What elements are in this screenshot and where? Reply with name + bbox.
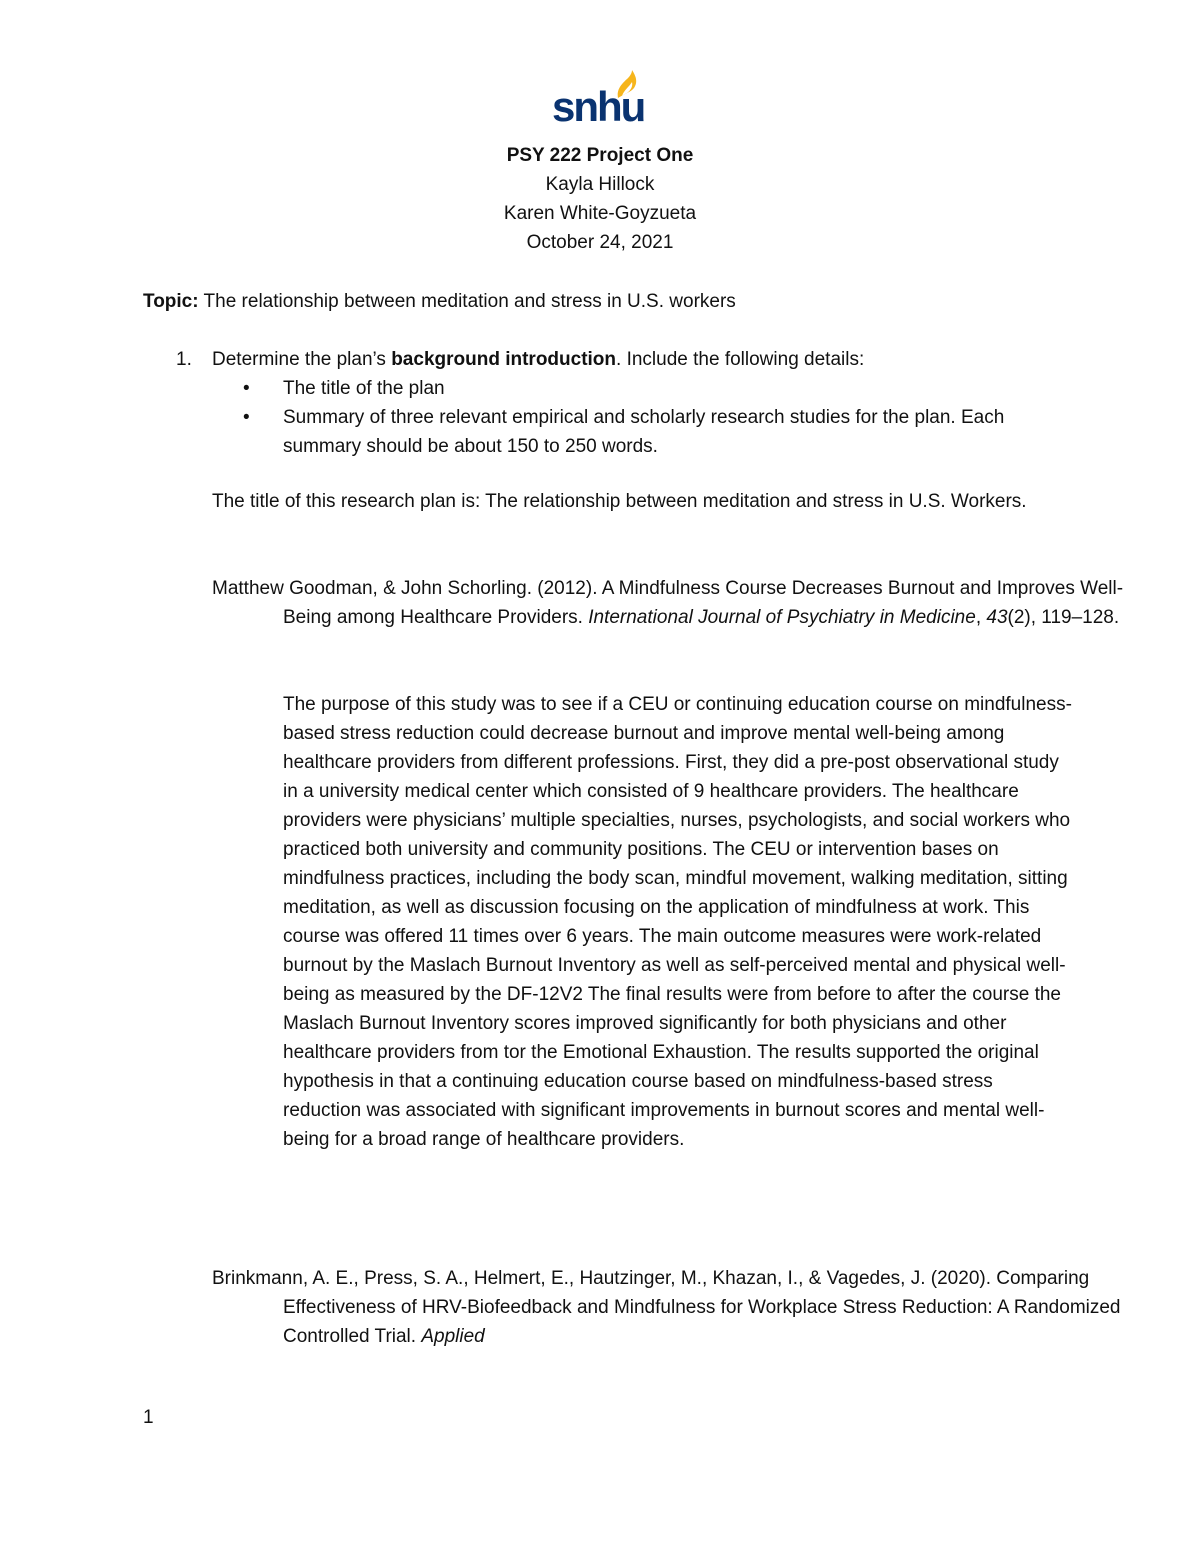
instructor-name: Karen White-Goyzueta <box>503 203 697 224</box>
plan-title-paragraph: The title of this research plan is: The relationship between meditation and stress in U.S. Workers. <box>212 491 1027 512</box>
bullet-icon: • <box>243 407 250 428</box>
bullet-icon: • <box>243 378 250 399</box>
question-number: 1. <box>176 349 192 370</box>
topic-line <box>143 287 1093 316</box>
reference-1 <box>212 574 1143 632</box>
list-item <box>243 374 1083 403</box>
reference-1-text: Matthew Goodman, & John Schorling. (2012). A Mindfulness Course Decreases Burnout and Improves Well-Being among Healthcare Providers. <box>212 578 1124 628</box>
reference-2 <box>212 1264 1143 1351</box>
reference-1-issue: (2), 119–128. <box>1007 607 1120 628</box>
question-bold: background introduction <box>391 349 617 370</box>
topic-label: Topic: <box>143 291 199 312</box>
document-title: PSY 222 Project One <box>506 145 694 166</box>
list-item <box>243 403 1083 461</box>
reference-1-journal: International Journal of Psychiatry in Medicine <box>588 607 976 628</box>
question-prefix: Determine the plan’s <box>212 349 392 370</box>
reference-1-volume: 43 <box>986 607 1008 628</box>
reference-2-journal: Applied <box>421 1326 485 1347</box>
bullet-list <box>243 374 1083 461</box>
reference-1-sep: , <box>975 607 987 628</box>
author-name: Kayla Hillock <box>545 174 655 195</box>
bullet-text: Summary of three relevant empirical and scholarly research studies for the plan. Each summary should be about 150 to 250 words. <box>283 407 1005 457</box>
bullet-text: The title of the plan <box>283 378 445 399</box>
question-text <box>212 345 1072 374</box>
reference-2-text: Brinkmann, A. E., Press, S. A., Helmert, E., Hautzinger, M., Khazan, I., & Vagedes, J. (2020). Comparing Effectiveness of HRV-Biofeedback and Mindfulness for Workplace Stress Reduction: A Randomized Controlled Trial. <box>212 1268 1121 1347</box>
document-date: October 24, 2021 <box>526 232 674 253</box>
page-number: 1 <box>143 1407 154 1428</box>
logo-text: snhu <box>552 83 645 130</box>
document-header <box>0 141 1200 257</box>
topic-text: The relationship between meditation and stress in U.S. workers <box>198 291 736 312</box>
summary-1: The purpose of this study was to see if a CEU or continuing education course on mindfulness-based stress reduction could decrease burnout and improve mental well-being among healthcare providers from different professions. First, they did a pre-post observational study in a university medical center which consisted of 9 healthcare providers. The healthcare providers were physicians’ multiple specialties, nurses, psychologists, and social workers who practiced both university and community positions. The CEU or intervention bases on mindfulness practices, including the body scan, mindful movement, walking meditation, sitting meditation, as well as discussion focusing on the application of mindfulness at work. This course was offered 11 times over 6 years. The main outcome measures were work-related burnout by the Maslach Burnout Inventory as well as self-perceived mental and physical well-being as measured by the DF-12V2 The final results were from before to after the course the Maslach Burnout Inventory scores improved significantly for both physicians and other healthcare providers from tor the Emotional Exhaustion. The results supported the original hypothesis in that a continuing education course based on mindfulness-based stress reduction was associated with significant improvements in burnout scores and mental well-being for a broad range of healthcare providers. <box>283 694 1072 1150</box>
question-suffix: . Include the following details: <box>616 349 865 370</box>
snhu-logo <box>552 70 645 136</box>
